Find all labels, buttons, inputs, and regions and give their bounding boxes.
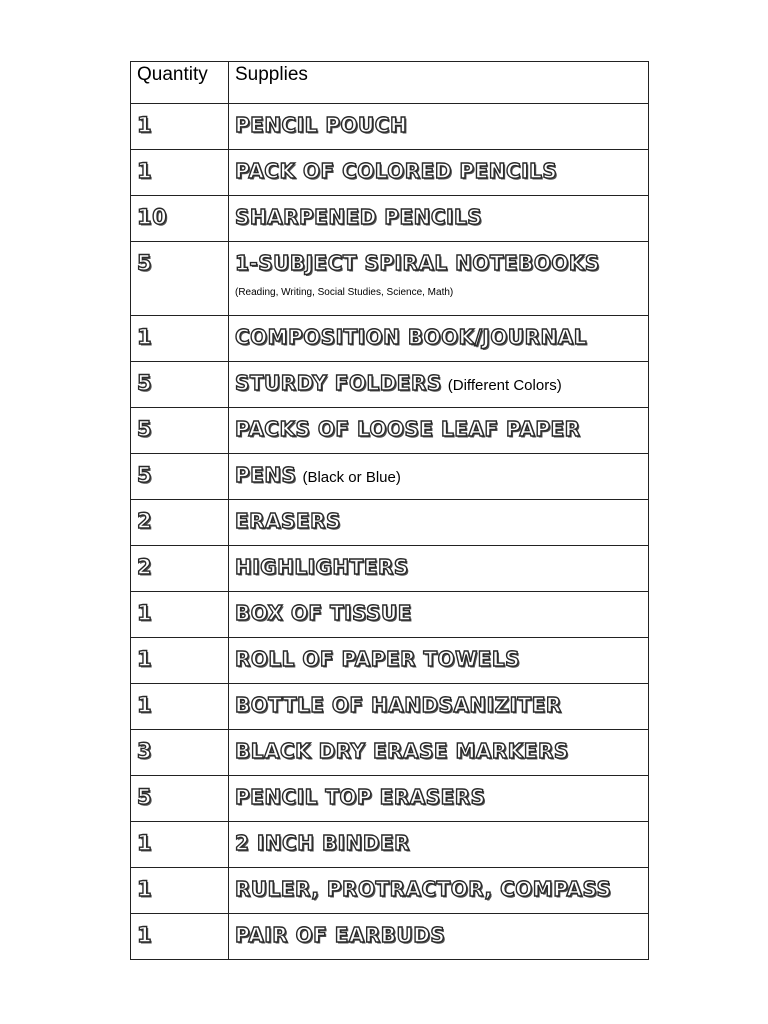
supply-item-name: BLACK DRY ERASE MARKERS (235, 739, 569, 763)
supply-item-name: PENS (235, 463, 297, 487)
supply-cell (229, 914, 649, 960)
quantity-value: 5 (137, 371, 153, 395)
quantity-cell (131, 362, 229, 408)
quantity-value: 5 (137, 251, 153, 275)
quantity-cell (131, 914, 229, 960)
supply-cell (229, 684, 649, 730)
table-row (131, 150, 649, 196)
supply-item-name: 1-SUBJECT SPIRAL NOTEBOOKS (235, 251, 600, 275)
quantity-value: 5 (137, 785, 153, 809)
quantity-cell (131, 730, 229, 776)
quantity-cell (131, 776, 229, 822)
quantity-cell (131, 104, 229, 150)
quantity-cell (131, 822, 229, 868)
supply-cell (229, 104, 649, 150)
supply-item-name: RULER, PROTRACTOR, COMPASS (235, 877, 612, 901)
table-row (131, 408, 649, 454)
supply-cell (229, 868, 649, 914)
quantity-cell (131, 150, 229, 196)
quantity-value: 1 (137, 325, 153, 349)
supply-item-name: ERASERS (235, 509, 341, 533)
supply-item-name: PENCIL TOP ERASERS (235, 785, 486, 809)
supply-item-name: ROLL OF PAPER TOWELS (235, 647, 520, 671)
quantity-cell (131, 408, 229, 454)
quantity-value: 2 (137, 555, 153, 579)
table-row (131, 454, 649, 500)
supply-item-name: BOX OF TISSUE (235, 601, 412, 625)
quantity-value: 1 (137, 923, 153, 947)
table-row (131, 776, 649, 822)
supply-item-name: PACKS OF LOOSE LEAF PAPER (235, 417, 581, 441)
supply-cell (229, 316, 649, 362)
quantity-value: 1 (137, 877, 153, 901)
table-row (131, 196, 649, 242)
quantity-value: 1 (137, 831, 153, 855)
supply-item-name: PENCIL POUCH (235, 113, 408, 137)
quantity-value: 1 (137, 647, 153, 671)
quantity-value: 1 (137, 693, 153, 717)
table-row (131, 730, 649, 776)
table-row (131, 914, 649, 960)
table-row (131, 242, 649, 316)
table-row (131, 362, 649, 408)
supply-cell (229, 822, 649, 868)
supply-item-name: PAIR OF EARBUDS (235, 923, 446, 947)
quantity-value: 1 (137, 159, 153, 183)
table-row (131, 684, 649, 730)
supply-item-name: BOTTLE OF HANDSANIZITER (235, 693, 562, 717)
table-row (131, 868, 649, 914)
quantity-value: 5 (137, 463, 153, 487)
table-row (131, 316, 649, 362)
supply-cell (229, 150, 649, 196)
table-header-row (131, 62, 649, 104)
supply-item-name: COMPOSITION BOOK/JOURNAL (235, 325, 587, 349)
quantity-cell (131, 592, 229, 638)
quantity-cell (131, 868, 229, 914)
table-row (131, 592, 649, 638)
supply-cell (229, 592, 649, 638)
table-row (131, 500, 649, 546)
quantity-value: 5 (137, 417, 153, 441)
supply-item-name: STURDY FOLDERS (235, 371, 442, 395)
supply-item-name: HIGHLIGHTERS (235, 555, 409, 579)
supply-cell (229, 196, 649, 242)
supply-subnote: (Reading, Writing, Social Studies, Science, Math) (235, 287, 454, 298)
supply-note: (Black or Blue) (302, 469, 401, 486)
supply-cell (229, 242, 649, 316)
quantity-cell (131, 500, 229, 546)
supply-cell (229, 362, 649, 408)
supply-cell (229, 546, 649, 592)
supply-cell (229, 730, 649, 776)
quantity-cell (131, 638, 229, 684)
quantity-cell (131, 546, 229, 592)
supply-item-name: PACK OF COLORED PENCILS (235, 159, 558, 183)
supply-cell (229, 776, 649, 822)
quantity-cell (131, 454, 229, 500)
supply-item-name: 2 INCH BINDER (235, 831, 411, 855)
quantity-cell (131, 316, 229, 362)
table-row (131, 546, 649, 592)
supply-cell (229, 454, 649, 500)
quantity-value: 3 (137, 739, 153, 763)
supply-cell (229, 638, 649, 684)
supply-cell (229, 500, 649, 546)
quantity-value: 2 (137, 509, 153, 533)
supply-item-name: SHARPENED PENCILS (235, 205, 483, 229)
table-body (131, 104, 649, 960)
quantity-cell (131, 684, 229, 730)
supply-cell (229, 408, 649, 454)
quantity-value: 10 (137, 205, 168, 229)
supplies-header: Supplies (229, 62, 649, 104)
quantity-value: 1 (137, 601, 153, 625)
quantity-cell (131, 242, 229, 316)
table-row (131, 638, 649, 684)
quantity-value: 1 (137, 113, 153, 137)
supply-note: (Different Colors) (447, 377, 562, 394)
quantity-header: Quantity (131, 62, 229, 104)
table-row (131, 104, 649, 150)
supplies-table (130, 61, 649, 960)
quantity-cell (131, 196, 229, 242)
table-row (131, 822, 649, 868)
